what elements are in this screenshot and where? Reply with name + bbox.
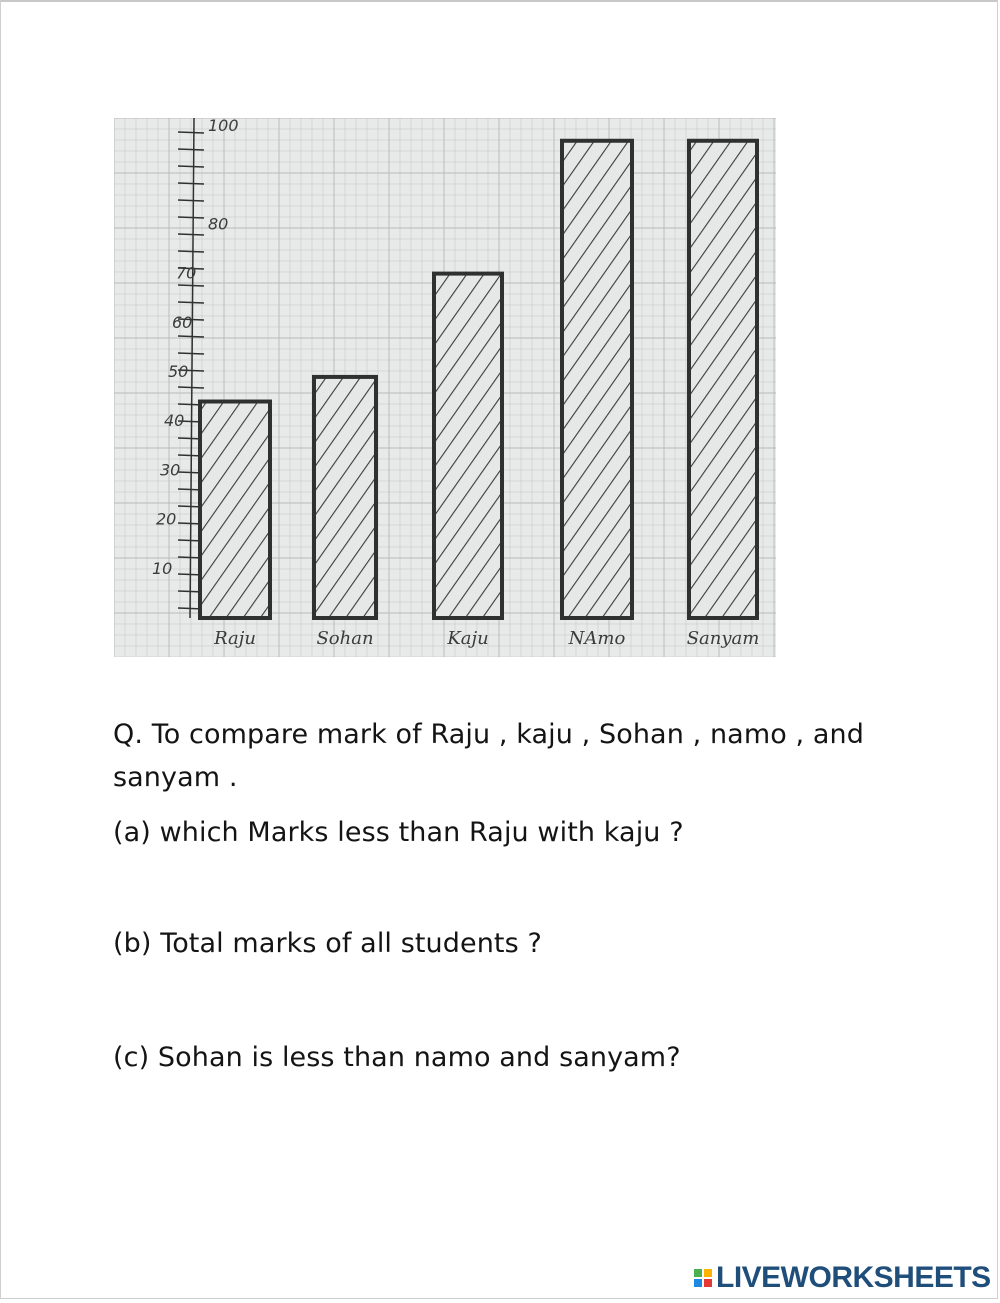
bar-kaju [434, 274, 502, 618]
bar-raju [200, 402, 270, 618]
y-tick-label: 50 [168, 362, 189, 381]
brand-text: LIVEWORKSHEETS [716, 1261, 991, 1294]
y-tick-label: 20 [156, 509, 177, 529]
y-tick-label: 100 [208, 118, 239, 135]
x-tick-label: Sohan [316, 628, 374, 649]
question-b: (b) Total marks of all students ? [113, 928, 542, 959]
liveworksheets-brand [693, 1262, 991, 1294]
y-tick-label: 80 [208, 214, 229, 234]
y-tick-label: 70 [176, 263, 197, 283]
x-tick-label: Raju [214, 628, 256, 649]
bar-sanyam [689, 141, 757, 618]
y-tick-label: 10 [152, 558, 173, 578]
y-tick-label: 30 [160, 460, 181, 480]
question-intro: Q. To compare mark of Raju , kaju , Sohan , namo , and sanyam . [113, 719, 864, 793]
question-c: (c) Sohan is less than namo and sanyam? [113, 1042, 681, 1073]
hand-drawn-bar-chart [114, 118, 776, 657]
y-tick-label: 60 [172, 312, 193, 332]
liveworksheets-logo-icon [693, 1268, 713, 1288]
bar-sohan [314, 377, 376, 618]
bar-namo [562, 141, 632, 618]
x-tick-label: NAmo [568, 628, 626, 649]
x-tick-label: Sanyam [686, 628, 760, 649]
x-tick-label: Kaju [447, 628, 489, 649]
question-a: (a) which Marks less than Raju with kaju ? [113, 817, 684, 848]
y-tick-label: 40 [164, 411, 185, 431]
